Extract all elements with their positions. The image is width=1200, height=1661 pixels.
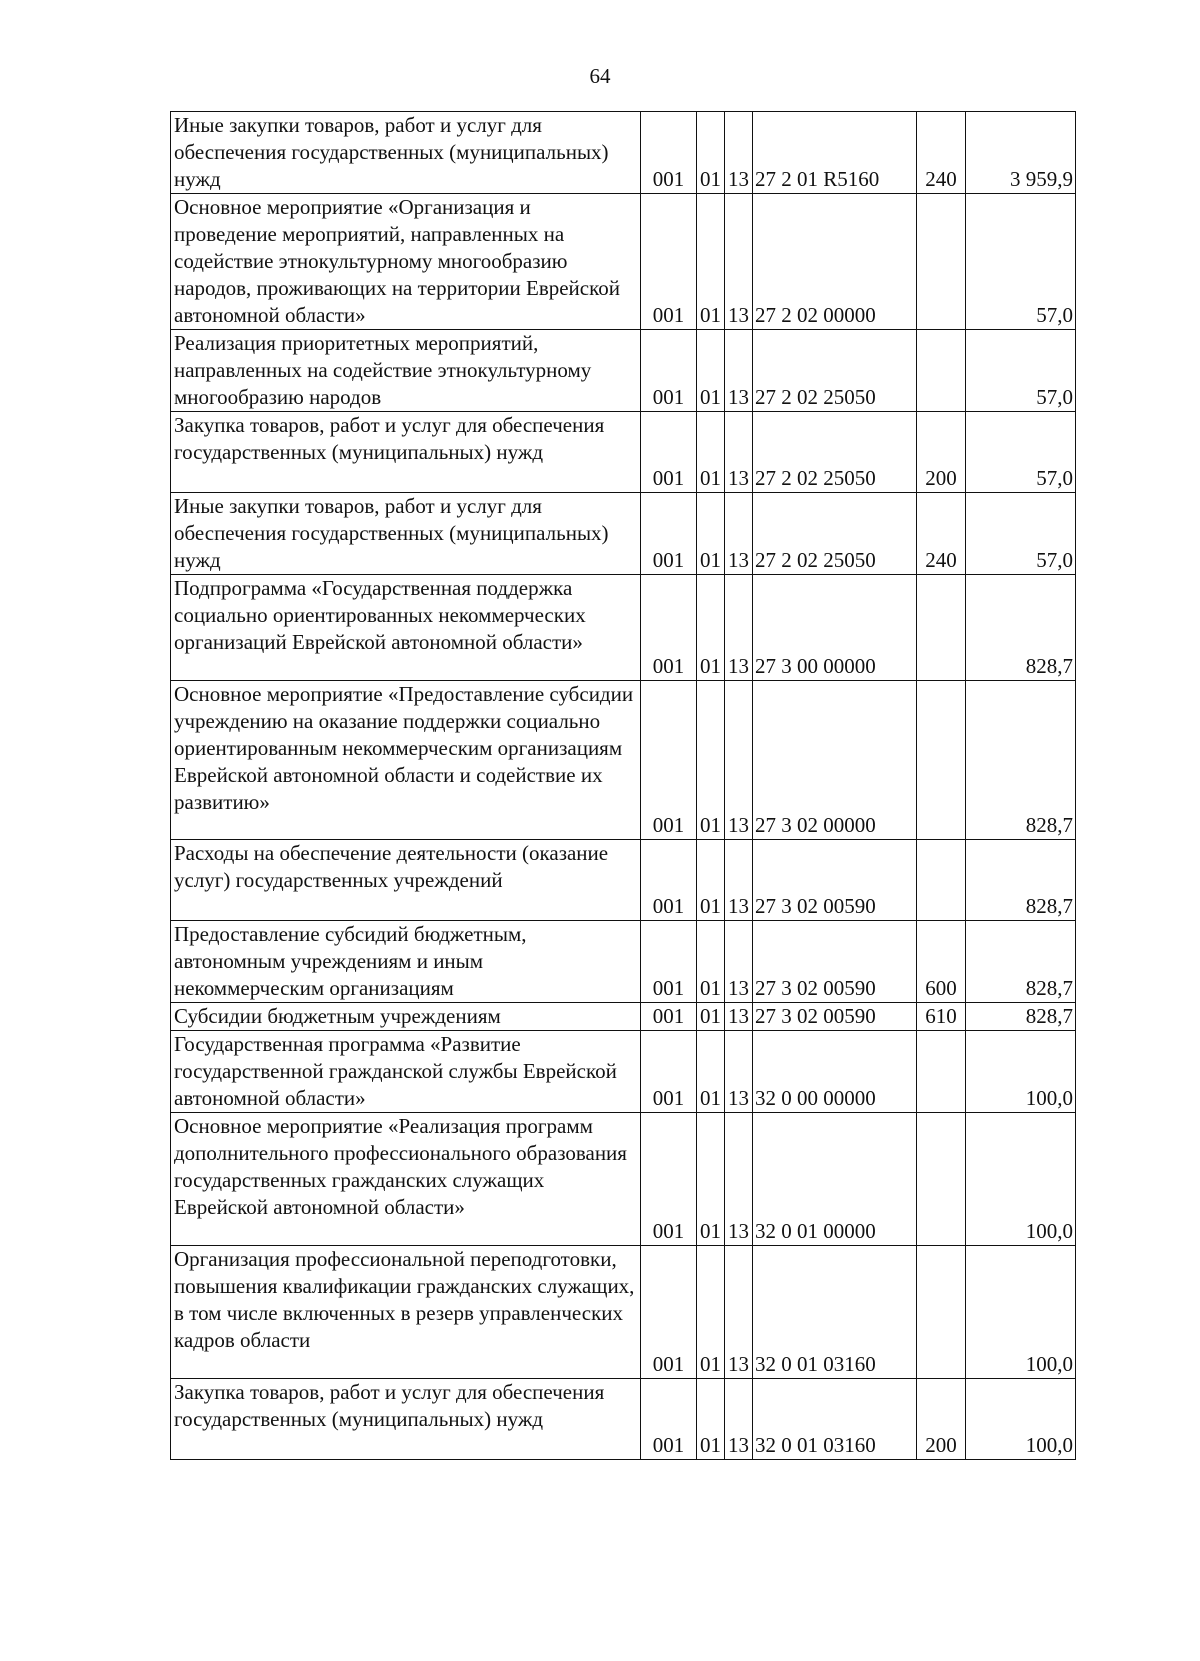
- row-target-article: 27 3 02 00590: [753, 921, 917, 1003]
- table-row: [171, 921, 1076, 1003]
- table-row: [171, 194, 1076, 330]
- row-amount: 100,0: [966, 1379, 1076, 1460]
- row-ved-code: 001: [641, 194, 697, 330]
- row-amount: 828,7: [966, 575, 1076, 681]
- budget-table: [170, 111, 1076, 1460]
- row-section-code: 01: [697, 921, 725, 1003]
- row-amount: 828,7: [966, 840, 1076, 921]
- row-target-article: 32 0 01 00000: [753, 1113, 917, 1246]
- row-amount: 57,0: [966, 493, 1076, 575]
- table-row: [171, 1379, 1076, 1460]
- row-target-article: 32 0 01 03160: [753, 1379, 917, 1460]
- row-subsection-code: 13: [725, 330, 753, 412]
- row-name: Предоставление субсидий бюджетным, автономным учреждениям и иным некоммерческим организациям: [171, 921, 641, 1003]
- row-name: Реализация приоритетных мероприятий, направленных на содействие этнокультурному многообразию народов: [171, 330, 641, 412]
- row-expense-type: 610: [917, 1003, 966, 1031]
- row-amount: 828,7: [966, 1003, 1076, 1031]
- row-expense-type: 600: [917, 921, 966, 1003]
- row-expense-type: [917, 194, 966, 330]
- row-expense-type: 200: [917, 1379, 966, 1460]
- row-ved-code: 001: [641, 112, 697, 194]
- row-subsection-code: 13: [725, 194, 753, 330]
- row-ved-code: 001: [641, 1113, 697, 1246]
- row-subsection-code: 13: [725, 412, 753, 493]
- row-expense-type: 240: [917, 493, 966, 575]
- row-expense-type: [917, 681, 966, 840]
- row-ved-code: 001: [641, 493, 697, 575]
- row-target-article: 27 2 02 25050: [753, 412, 917, 493]
- row-section-code: 01: [697, 112, 725, 194]
- row-target-article: 32 0 00 00000: [753, 1031, 917, 1113]
- row-name: Закупка товаров, работ и услуг для обеспечения государственных (муниципальных) нужд: [171, 1379, 641, 1460]
- row-target-article: 27 2 02 25050: [753, 330, 917, 412]
- row-name: Иные закупки товаров, работ и услуг для обеспечения государственных (муниципальных) нужд: [171, 112, 641, 194]
- row-expense-type: [917, 1113, 966, 1246]
- row-target-article: 27 3 00 00000: [753, 575, 917, 681]
- table-row: [171, 1113, 1076, 1246]
- row-name: Государственная программа «Развитие государственной гражданской службы Еврейской автономной области»: [171, 1031, 641, 1113]
- row-name: Иные закупки товаров, работ и услуг для обеспечения государственных (муниципальных) нужд: [171, 493, 641, 575]
- row-expense-type: 240: [917, 112, 966, 194]
- row-amount: 100,0: [966, 1031, 1076, 1113]
- row-target-article: 32 0 01 03160: [753, 1246, 917, 1379]
- row-subsection-code: 13: [725, 840, 753, 921]
- row-section-code: 01: [697, 840, 725, 921]
- row-ved-code: 001: [641, 1379, 697, 1460]
- row-amount: 3 959,9: [966, 112, 1076, 194]
- row-section-code: 01: [697, 681, 725, 840]
- row-ved-code: 001: [641, 330, 697, 412]
- row-target-article: 27 3 02 00000: [753, 681, 917, 840]
- row-name: Основное мероприятие «Организация и проведение мероприятий, направленных на содействие этнокультурному многообразию народов, проживающих на территории Еврейской автономной области»: [171, 194, 641, 330]
- row-section-code: 01: [697, 330, 725, 412]
- row-name: Подпрограмма «Государственная поддержка социально ориентированных некоммерческих организаций Еврейской автономной области»: [171, 575, 641, 681]
- table-row: [171, 1003, 1076, 1031]
- row-subsection-code: 13: [725, 1031, 753, 1113]
- row-amount: 100,0: [966, 1113, 1076, 1246]
- row-section-code: 01: [697, 493, 725, 575]
- row-section-code: 01: [697, 412, 725, 493]
- row-amount: 57,0: [966, 194, 1076, 330]
- row-target-article: 27 3 02 00590: [753, 840, 917, 921]
- row-ved-code: 001: [641, 681, 697, 840]
- row-expense-type: 200: [917, 412, 966, 493]
- row-ved-code: 001: [641, 412, 697, 493]
- row-ved-code: 001: [641, 1031, 697, 1113]
- table-row: [171, 412, 1076, 493]
- row-amount: 100,0: [966, 1246, 1076, 1379]
- table-row: [171, 1031, 1076, 1113]
- row-name: Организация профессиональной переподготовки, повышения квалификации гражданских служащих, в том числе включенных в резерв управленческих кадров области: [171, 1246, 641, 1379]
- row-subsection-code: 13: [725, 681, 753, 840]
- row-amount: 828,7: [966, 681, 1076, 840]
- table-row: [171, 575, 1076, 681]
- row-subsection-code: 13: [725, 921, 753, 1003]
- row-amount: 57,0: [966, 412, 1076, 493]
- page-number: 64: [589, 64, 611, 88]
- row-ved-code: 001: [641, 921, 697, 1003]
- row-section-code: 01: [697, 1246, 725, 1379]
- table-row: [171, 330, 1076, 412]
- table-body: [171, 112, 1076, 1460]
- row-subsection-code: 13: [725, 493, 753, 575]
- row-section-code: 01: [697, 1003, 725, 1031]
- table-row: [171, 1246, 1076, 1379]
- row-expense-type: [917, 840, 966, 921]
- row-subsection-code: 13: [725, 1379, 753, 1460]
- row-target-article: 27 2 02 25050: [753, 493, 917, 575]
- row-section-code: 01: [697, 575, 725, 681]
- row-name: Основное мероприятие «Реализация программ дополнительного профессионального образования государственных гражданских служащих Еврейской автономной области»: [171, 1113, 641, 1246]
- row-expense-type: [917, 575, 966, 681]
- row-name: Закупка товаров, работ и услуг для обеспечения государственных (муниципальных) нужд: [171, 412, 641, 493]
- row-target-article: 27 3 02 00590: [753, 1003, 917, 1031]
- row-amount: 57,0: [966, 330, 1076, 412]
- row-name: Основное мероприятие «Предоставление субсидии учреждению на оказание поддержки социально ориентированным некоммерческим организациям Еврейской автономной области и содействие их развитию»: [171, 681, 641, 840]
- row-ved-code: 001: [641, 575, 697, 681]
- table-row: [171, 493, 1076, 575]
- row-section-code: 01: [697, 194, 725, 330]
- row-ved-code: 001: [641, 1246, 697, 1379]
- row-ved-code: 001: [641, 840, 697, 921]
- table-row: [171, 681, 1076, 840]
- row-amount: 828,7: [966, 921, 1076, 1003]
- row-subsection-code: 13: [725, 112, 753, 194]
- row-expense-type: [917, 1246, 966, 1379]
- row-subsection-code: 13: [725, 1246, 753, 1379]
- row-name: Расходы на обеспечение деятельности (оказание услуг) государственных учреждений: [171, 840, 641, 921]
- row-name: Субсидии бюджетным учреждениям: [171, 1003, 641, 1031]
- row-target-article: 27 2 02 00000: [753, 194, 917, 330]
- row-ved-code: 001: [641, 1003, 697, 1031]
- row-section-code: 01: [697, 1113, 725, 1246]
- row-subsection-code: 13: [725, 1003, 753, 1031]
- row-section-code: 01: [697, 1031, 725, 1113]
- table-row: [171, 112, 1076, 194]
- row-subsection-code: 13: [725, 1113, 753, 1246]
- row-subsection-code: 13: [725, 575, 753, 681]
- table-row: [171, 840, 1076, 921]
- row-expense-type: [917, 330, 966, 412]
- row-target-article: 27 2 01 R5160: [753, 112, 917, 194]
- row-section-code: 01: [697, 1379, 725, 1460]
- row-expense-type: [917, 1031, 966, 1113]
